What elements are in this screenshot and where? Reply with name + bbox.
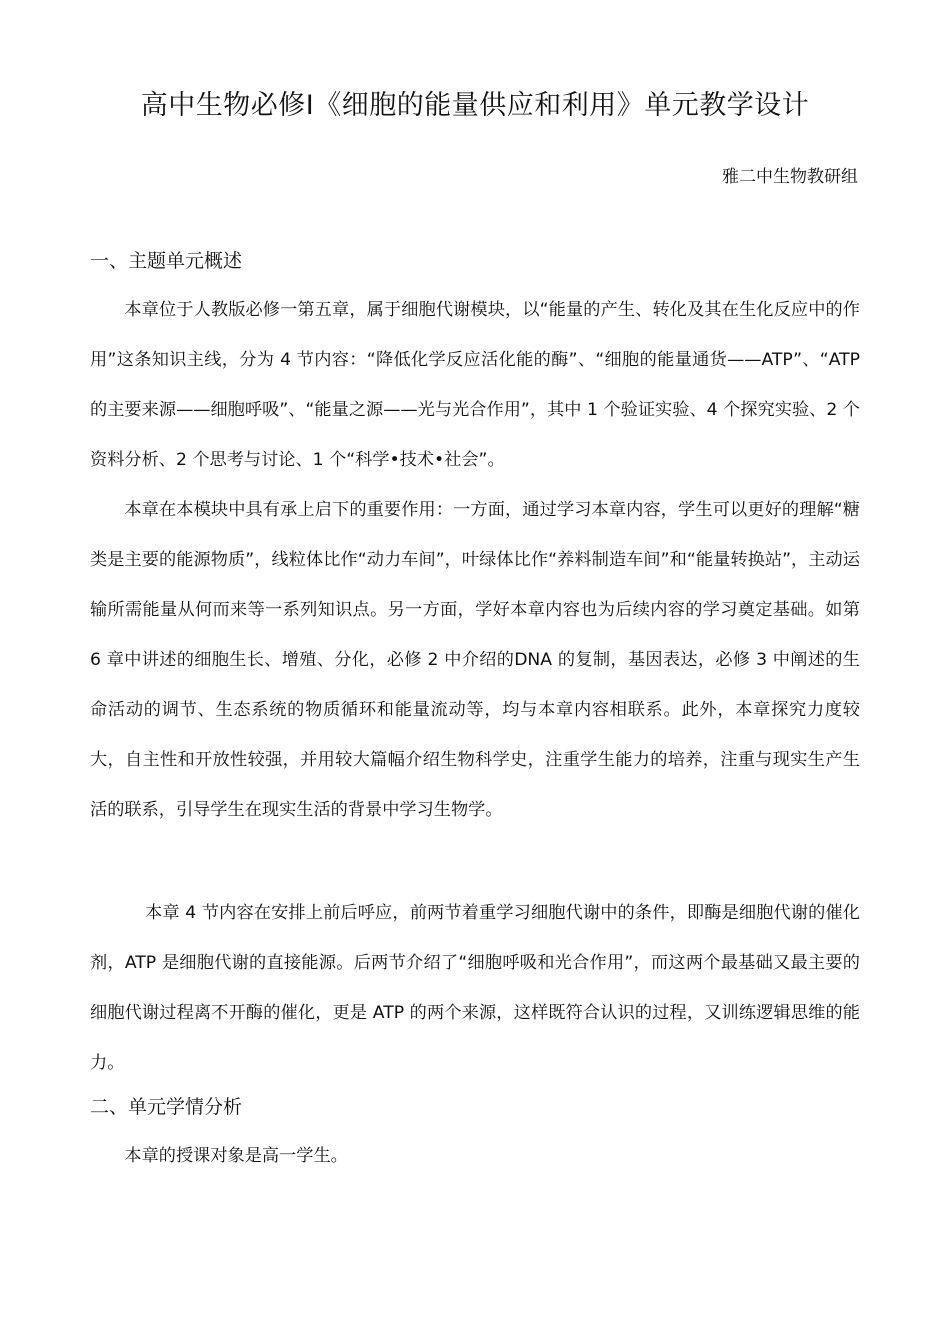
section-heading-overview: 一、主题单元概述 [90, 250, 243, 272]
document-author: 雅二中生物教研组 [722, 167, 858, 187]
document-title: 高中生物必修Ⅰ《细胞的能量供应和利用》单元教学设计 [140, 90, 810, 121]
overview-paragraph-1: 本章位于人教版必修一第五章，属于细胞代谢模块，以“能量的产生、转化及其在生化反应中的作用”这条知识主线，分为 4 节内容：“降低化学反应活化能的酶”、“细胞的能量通货——ATP”、“ATP 的主要来源——细胞呼吸”、“能量之源——光与光合作用”，其中 1 个验证实验、4 个探究实验、2 个资料分析、2 个思考与讨论、1 个“科学•技术•社会”。 [90, 300, 860, 470]
section-heading-learner-analysis: 二、单元学情分析 [90, 1096, 243, 1118]
overview-paragraph-3: 本章 4 节内容在安排上前后呼应，前两节着重学习细胞代谢中的条件，即酶是细胞代谢的催化剂，ATP 是细胞代谢的直接能源。后两节介绍了“细胞呼吸和光合作用”，而这两个最基础又最主要的细胞代谢过程离不开酶的催化，更是 ATP 的两个来源，这样既符合认识的过程，又训练逻辑思维的能力。 [90, 903, 860, 1073]
overview-paragraph-2: 本章在本模块中具有承上启下的重要作用：一方面，通过学习本章内容，学生可以更好的理解“糖类是主要的能源物质”，线粒体比作“动力车间”，叶绿体比作“养料制造车间”和“能量转换站”，主动运输所需能量从何而来等一系列知识点。另一方面，学好本章内容也为后续内容的学习奠定基础。如第 6 章中讲述的细胞生长、增殖、分化，必修 2 中介绍的DNA 的复制，基因表达，必修 3 中阐述的生命活动的调节、生态系统的物质循环和能量流动等，均与本章内容相联系。此外，本章探究力度较大，自主性和开放性较强，并用较大篇幅介绍生物科学史，注重学生能力的培养，注重与现实生产生活的联系，引导学生在现实生活的背景中学习生物学。 [90, 500, 860, 820]
learner-analysis-paragraph-1: 本章的授课对象是高一学生。 [124, 1146, 348, 1166]
